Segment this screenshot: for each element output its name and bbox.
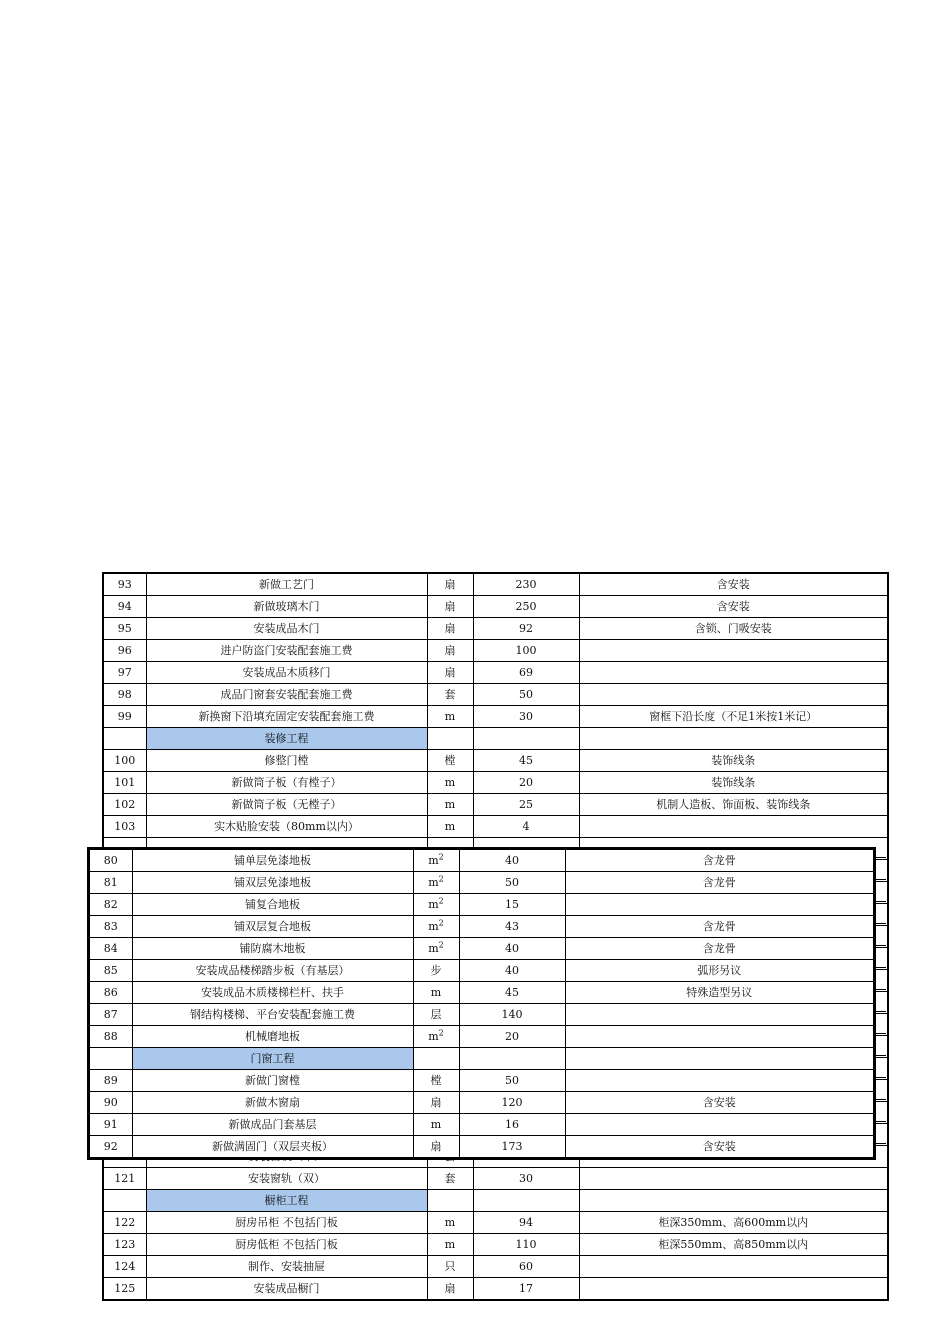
section-header-row: [103, 728, 888, 750]
unit-cell: 只: [427, 1256, 473, 1278]
unit-text: m: [428, 876, 439, 889]
note-cell: 柜深350mm、高600mm以内: [579, 1212, 888, 1234]
unit-cell: [413, 1004, 459, 1026]
item-number-cell: 125: [103, 1278, 146, 1301]
unit-text: m: [430, 986, 442, 999]
empty-cell: [89, 1048, 132, 1070]
row-edge-tick: [873, 1033, 886, 1034]
empty-cell: [427, 1190, 473, 1212]
note-cell: [565, 894, 874, 916]
price-cell: 69: [473, 662, 579, 684]
item-name-cell: 制作、安装抽屉: [146, 1256, 427, 1278]
unit-cell: 扇: [427, 573, 473, 596]
row-edge-tick: [873, 1077, 886, 1078]
item-number-cell: 121: [103, 1168, 146, 1190]
empty-cell: [579, 1190, 888, 1212]
table-row: [103, 706, 888, 728]
note-cell: 窗框下沿长度（不足1米按1米记）: [579, 706, 888, 728]
price-cell: 20: [459, 1026, 565, 1048]
row-edge-tick: [873, 1143, 886, 1144]
empty-cell: [473, 1190, 579, 1212]
item-number-cell: 95: [103, 618, 146, 640]
item-number-cell: 97: [103, 662, 146, 684]
note-cell: 含锁、门吸安装: [579, 618, 888, 640]
unit-text: m: [428, 942, 439, 955]
price-cell: 50: [473, 684, 579, 706]
unit-cell: [413, 982, 459, 1004]
item-number-cell: 102: [103, 794, 146, 816]
unit-cell: m: [427, 1234, 473, 1256]
unit-text: m: [428, 1030, 439, 1043]
row-edge-tick: [873, 967, 886, 968]
item-name-cell: 新做成品门套基层: [132, 1114, 413, 1136]
note-cell: 含龙骨: [565, 849, 874, 872]
row-edge-tick: [873, 1099, 886, 1100]
section-title: 门窗工程: [132, 1048, 413, 1070]
section-header-row: [89, 1048, 874, 1070]
unit-text: 步: [430, 964, 442, 977]
unit-text: m: [428, 854, 439, 867]
item-name-cell: 实木贴脸安装（80mm以内）: [146, 816, 427, 838]
unit-cell: [413, 1114, 459, 1136]
unit-cell: m: [427, 1212, 473, 1234]
empty-cell: [427, 728, 473, 750]
table-row: [103, 772, 888, 794]
empty-cell: [473, 728, 579, 750]
price-cell: 45: [459, 982, 565, 1004]
empty-cell: [103, 1190, 146, 1212]
unit-cell: 扇: [427, 640, 473, 662]
note-cell: 含安装: [565, 1092, 874, 1114]
price-cell: 230: [473, 573, 579, 596]
table-row: [103, 1256, 888, 1278]
item-number-cell: 81: [89, 872, 132, 894]
unit-superscript: 2: [438, 896, 444, 906]
note-cell: [565, 1026, 874, 1048]
item-number-cell: 88: [89, 1026, 132, 1048]
table-row: [89, 916, 874, 938]
unit-cell: 扇: [427, 662, 473, 684]
table-row: [89, 960, 874, 982]
item-number-cell: 122: [103, 1212, 146, 1234]
table-row: [103, 662, 888, 684]
unit-superscript: 2: [438, 852, 444, 862]
note-cell: [579, 640, 888, 662]
item-name-cell: 安装成品楼梯踏步板（有基层）: [132, 960, 413, 982]
price-cell: 50: [459, 1070, 565, 1092]
table-row: [89, 1136, 874, 1159]
unit-superscript: 2: [438, 874, 444, 884]
unit-text: 樘: [430, 1074, 442, 1087]
price-cell: 140: [459, 1004, 565, 1026]
note-cell: 含龙骨: [565, 916, 874, 938]
item-name-cell: 安装成品橱门: [146, 1278, 427, 1301]
note-cell: 机制人造板、饰面板、装饰线条: [579, 794, 888, 816]
note-cell: 弧形另议: [565, 960, 874, 982]
table-row: [103, 1212, 888, 1234]
unit-text: m: [428, 898, 439, 911]
note-cell: 含安装: [579, 573, 888, 596]
row-edge-tick: [873, 857, 886, 858]
note-cell: [579, 1168, 888, 1190]
note-cell: [579, 662, 888, 684]
item-name-cell: 新换窗下沿填充固定安装配套施工费: [146, 706, 427, 728]
table-row: [89, 894, 874, 916]
item-name-cell: 铺复合地板: [132, 894, 413, 916]
price-cell: 110: [473, 1234, 579, 1256]
item-name-cell: 铺双层免漆地板: [132, 872, 413, 894]
item-number-cell: 98: [103, 684, 146, 706]
price-cell: 92: [473, 618, 579, 640]
item-number-cell: 87: [89, 1004, 132, 1026]
unit-superscript: 2: [438, 918, 444, 928]
item-number-cell: 84: [89, 938, 132, 960]
empty-cell: [579, 728, 888, 750]
item-name-cell: 安装成品木质楼梯栏杆、扶手: [132, 982, 413, 1004]
unit-text: 层: [430, 1008, 442, 1021]
unit-cell: 扇: [427, 618, 473, 640]
row-edge-tick: [873, 1011, 886, 1012]
item-number-cell: 124: [103, 1256, 146, 1278]
table-row: [103, 596, 888, 618]
item-name-cell: 安装成品木质移门: [146, 662, 427, 684]
table-row: [103, 794, 888, 816]
note-cell: [579, 816, 888, 838]
table-row: [103, 750, 888, 772]
price-cell: 30: [473, 1168, 579, 1190]
item-name-cell: 新做筒子板（有樘子）: [146, 772, 427, 794]
price-cell: 250: [473, 596, 579, 618]
item-name-cell: 安装成品木门: [146, 618, 427, 640]
section-header-row: [103, 1190, 888, 1212]
price-cell: 50: [459, 872, 565, 894]
item-number-cell: 101: [103, 772, 146, 794]
note-cell: [579, 1256, 888, 1278]
note-cell: 装饰线条: [579, 750, 888, 772]
table-row: [89, 938, 874, 960]
unit-cell: [413, 1136, 459, 1159]
unit-text: m: [430, 1118, 442, 1131]
unit-cell: [413, 849, 459, 872]
unit-cell: 扇: [427, 1278, 473, 1301]
price-cell: 100: [473, 640, 579, 662]
empty-cell: [103, 728, 146, 750]
price-cell: 16: [459, 1114, 565, 1136]
item-number-cell: 123: [103, 1234, 146, 1256]
note-cell: [579, 684, 888, 706]
item-number-cell: 94: [103, 596, 146, 618]
item-number-cell: 83: [89, 916, 132, 938]
table-row: [89, 1092, 874, 1114]
table-row: [103, 618, 888, 640]
note-cell: 含安装: [565, 1136, 874, 1159]
note-cell: [565, 1004, 874, 1026]
unit-cell: [413, 1026, 459, 1048]
table-row: [103, 1278, 888, 1301]
row-edge-tick: [873, 945, 886, 946]
price-cell: 17: [473, 1278, 579, 1301]
unit-cell: m: [427, 706, 473, 728]
item-number-cell: 100: [103, 750, 146, 772]
row-edge-tick: [873, 1055, 886, 1056]
unit-cell: [413, 872, 459, 894]
unit-cell: 樘: [427, 750, 473, 772]
item-number-cell: 89: [89, 1070, 132, 1092]
unit-cell: [413, 960, 459, 982]
note-cell: 含龙骨: [565, 938, 874, 960]
price-cell: 15: [459, 894, 565, 916]
unit-cell: [413, 1092, 459, 1114]
unit-cell: 扇: [427, 596, 473, 618]
unit-cell: 套: [427, 684, 473, 706]
item-number-cell: 96: [103, 640, 146, 662]
item-name-cell: 进户防盗门安装配套施工费: [146, 640, 427, 662]
item-name-cell: 安装窗轨（双）: [146, 1168, 427, 1190]
note-cell: 含龙骨: [565, 872, 874, 894]
item-number-cell: 82: [89, 894, 132, 916]
item-name-cell: 铺单层免漆地板: [132, 849, 413, 872]
item-name-cell: 修整门樘: [146, 750, 427, 772]
table-row: [89, 1070, 874, 1092]
item-number-cell: 99: [103, 706, 146, 728]
unit-superscript: 2: [438, 1028, 444, 1038]
item-number-cell: 91: [89, 1114, 132, 1136]
note-cell: 装饰线条: [579, 772, 888, 794]
item-name-cell: 机械磨地板: [132, 1026, 413, 1048]
row-edge-tick: [873, 989, 886, 990]
item-name-cell: 铺防腐木地板: [132, 938, 413, 960]
price-table-front: [88, 848, 875, 1159]
item-name-cell: 新做工艺门: [146, 573, 427, 596]
price-cell: 30: [473, 706, 579, 728]
price-cell: 40: [459, 960, 565, 982]
price-cell: 4: [473, 816, 579, 838]
price-cell: 43: [459, 916, 565, 938]
item-name-cell: 新做门窗樘: [132, 1070, 413, 1092]
price-cell: 173: [459, 1136, 565, 1159]
table-row: [103, 640, 888, 662]
item-number-cell: 92: [89, 1136, 132, 1159]
price-cell: 60: [473, 1256, 579, 1278]
table-row: [89, 1026, 874, 1048]
item-number-cell: 90: [89, 1092, 132, 1114]
table-row: [103, 573, 888, 596]
price-cell: 20: [473, 772, 579, 794]
item-name-cell: 新做木窗扇: [132, 1092, 413, 1114]
row-edge-tick: [873, 1121, 886, 1122]
empty-cell: [413, 1048, 459, 1070]
unit-cell: 套: [427, 1168, 473, 1190]
note-cell: 含安装: [579, 596, 888, 618]
note-cell: [565, 1070, 874, 1092]
note-cell: [579, 1278, 888, 1301]
item-number-cell: 85: [89, 960, 132, 982]
table-row: [103, 1234, 888, 1256]
item-name-cell: 铺双层复合地板: [132, 916, 413, 938]
price-cell: 120: [459, 1092, 565, 1114]
empty-cell: [565, 1048, 874, 1070]
unit-cell: [413, 938, 459, 960]
row-edge-tick: [873, 879, 886, 880]
empty-cell: [459, 1048, 565, 1070]
unit-cell: [413, 894, 459, 916]
table-row: [103, 1168, 888, 1190]
table-row: [89, 1114, 874, 1136]
item-name-cell: 新做筒子板（无樘子）: [146, 794, 427, 816]
unit-text: 扇: [430, 1096, 442, 1109]
item-number-cell: 80: [89, 849, 132, 872]
table-row: [89, 849, 874, 872]
unit-cell: [413, 916, 459, 938]
note-cell: 柜深550mm、高850mm以内: [579, 1234, 888, 1256]
price-cell: 45: [473, 750, 579, 772]
item-name-cell: 新做满固门（双层夹板）: [132, 1136, 413, 1159]
price-cell: 25: [473, 794, 579, 816]
table-row: [89, 982, 874, 1004]
unit-cell: m: [427, 794, 473, 816]
table-row: [89, 1004, 874, 1026]
item-name-cell: 钢结构楼梯、平台安装配套施工费: [132, 1004, 413, 1026]
item-number-cell: 103: [103, 816, 146, 838]
row-edge-tick: [873, 923, 886, 924]
unit-text: m: [428, 920, 439, 933]
unit-cell: [413, 1070, 459, 1092]
section-title: 橱柜工程: [146, 1190, 427, 1212]
unit-cell: m: [427, 816, 473, 838]
note-cell: 特殊造型另议: [565, 982, 874, 1004]
unit-text: 扇: [430, 1140, 442, 1153]
section-title: 装修工程: [146, 728, 427, 750]
note-cell: [565, 1114, 874, 1136]
item-name-cell: 新做玻璃木门: [146, 596, 427, 618]
item-number-cell: 93: [103, 573, 146, 596]
price-cell: 40: [459, 849, 565, 872]
row-edge-tick: [873, 901, 886, 902]
table-row: [89, 872, 874, 894]
price-cell: 40: [459, 938, 565, 960]
table-row: [103, 684, 888, 706]
item-name-cell: 成品门窗套安装配套施工费: [146, 684, 427, 706]
price-cell: 94: [473, 1212, 579, 1234]
item-number-cell: 86: [89, 982, 132, 1004]
unit-cell: m: [427, 772, 473, 794]
item-name-cell: 厨房低柜 不包括门板: [146, 1234, 427, 1256]
table-row: [103, 816, 888, 838]
unit-superscript: 2: [438, 940, 444, 950]
item-name-cell: 厨房吊柜 不包括门板: [146, 1212, 427, 1234]
